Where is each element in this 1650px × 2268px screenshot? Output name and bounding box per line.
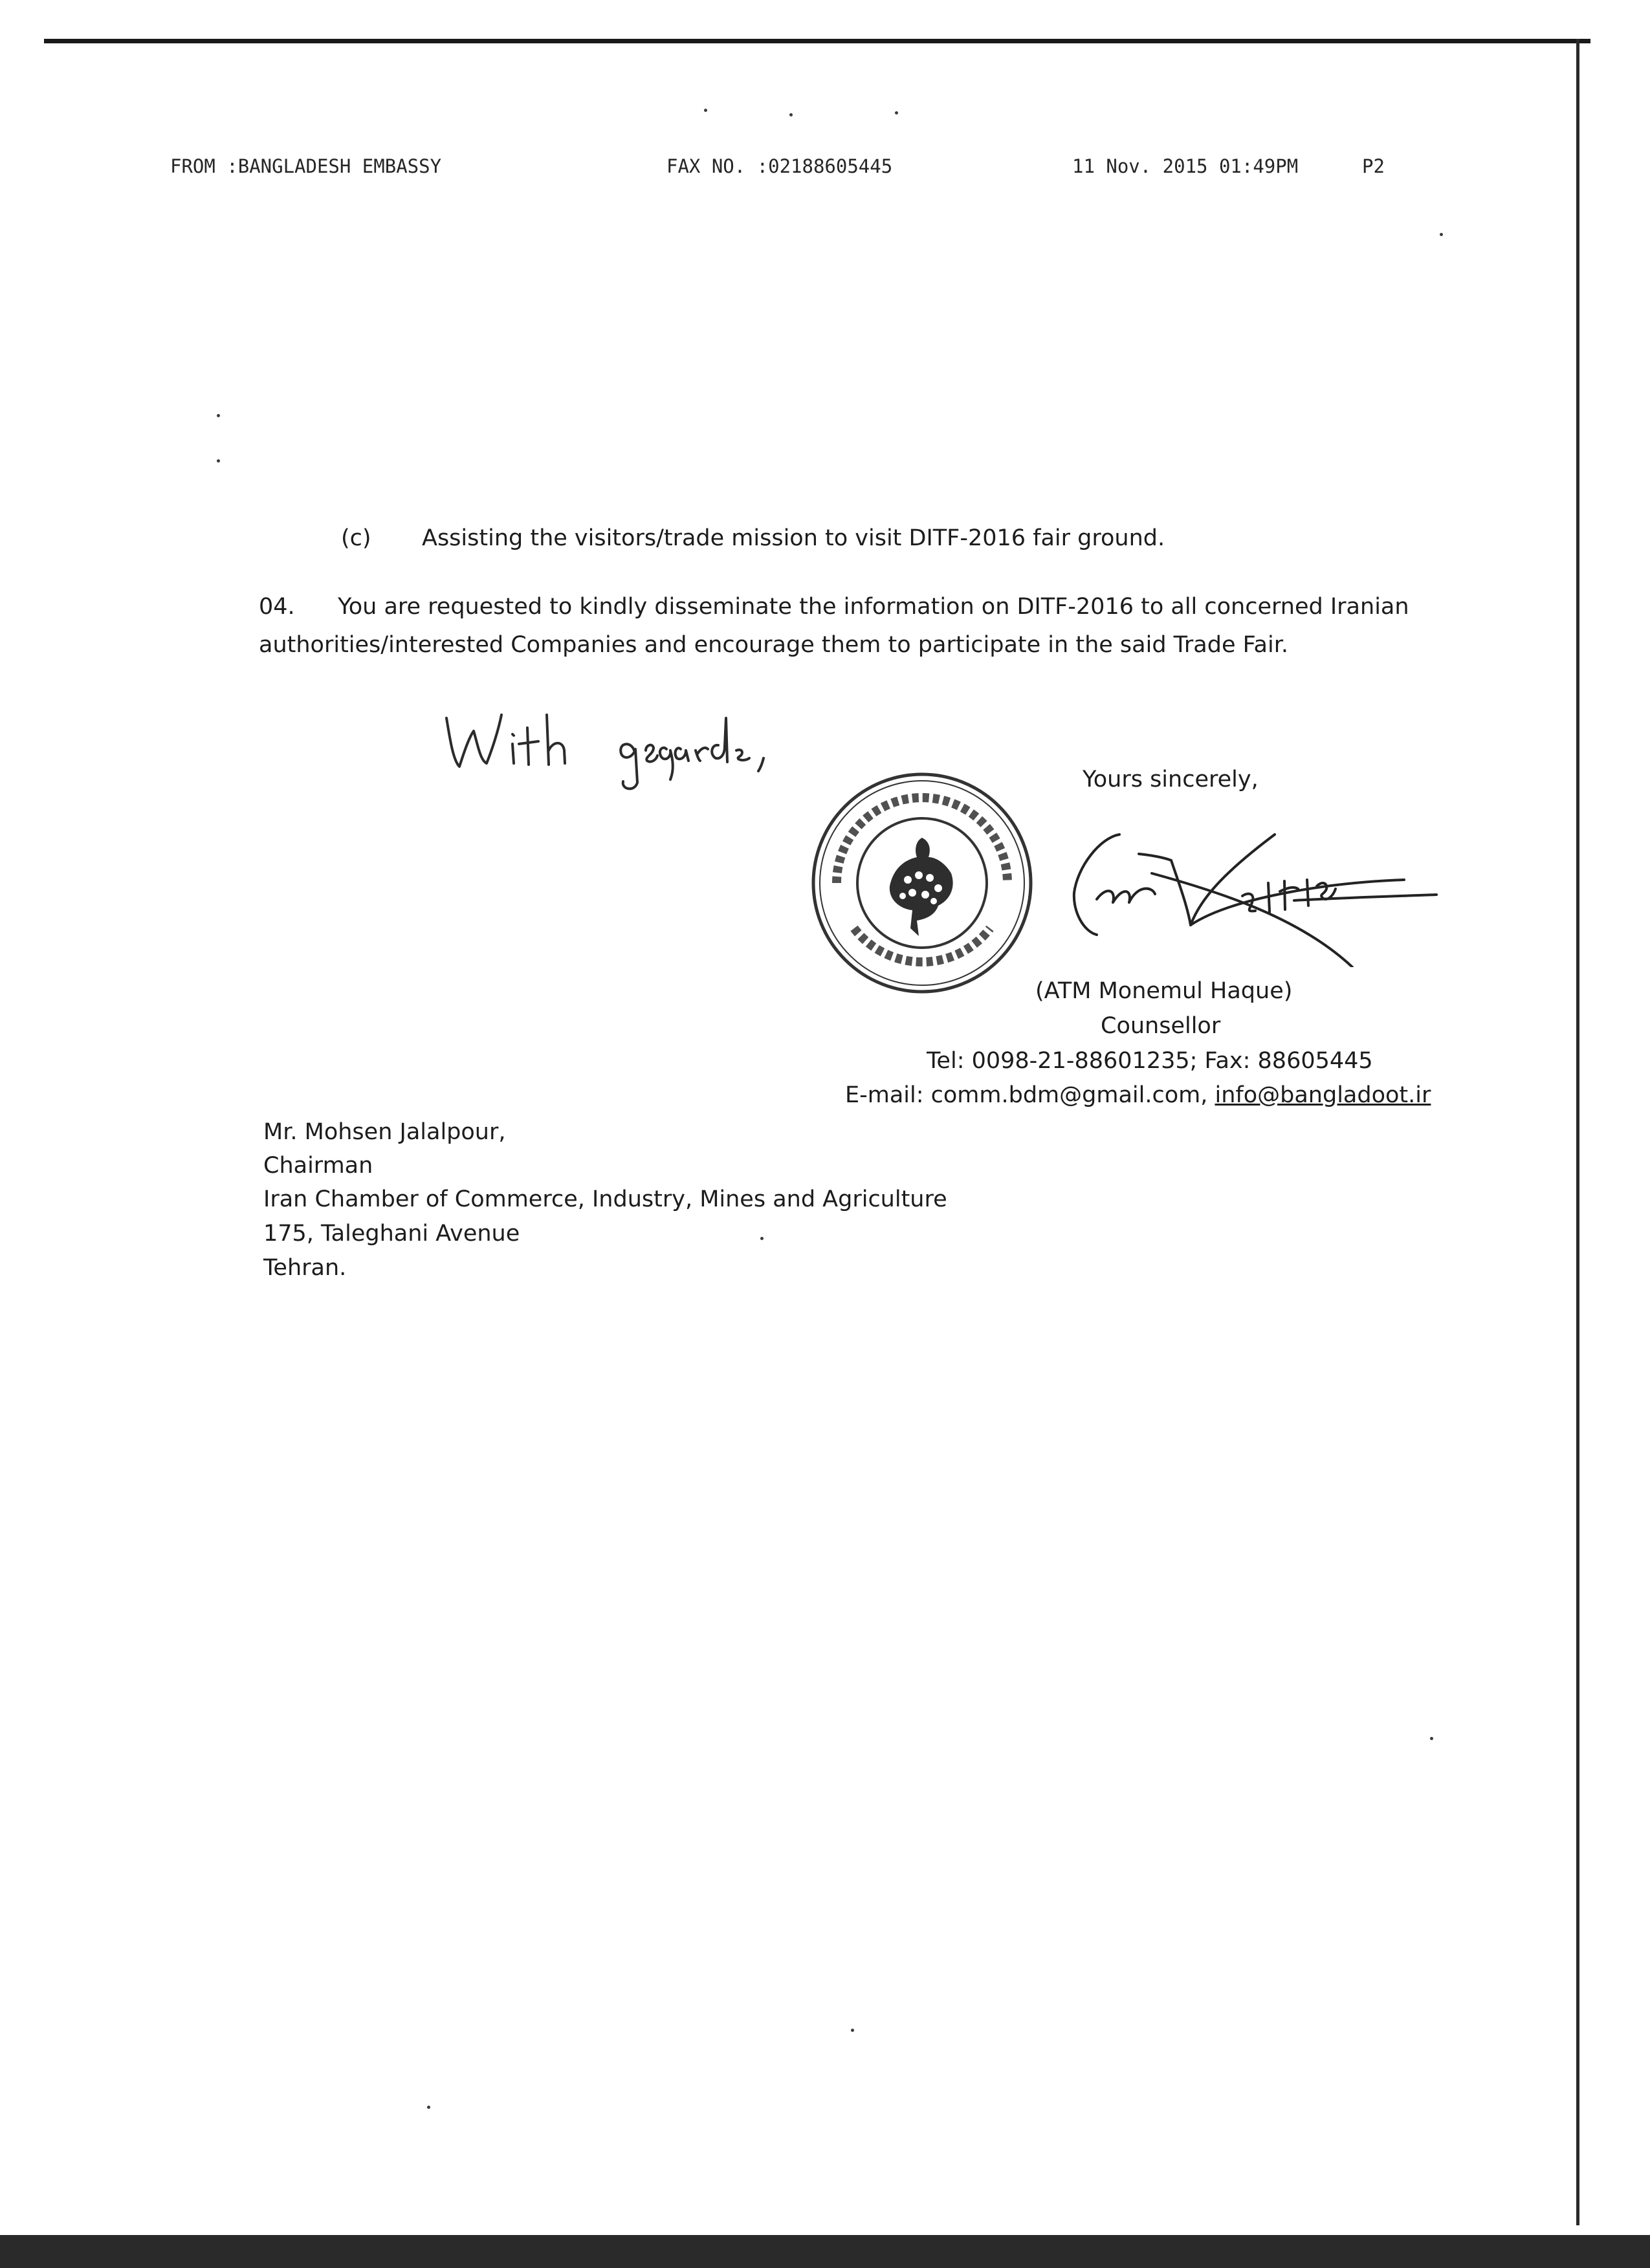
scan-speck [217, 414, 220, 417]
scan-speck [895, 111, 898, 114]
signer-title: Counsellor [1101, 1013, 1221, 1039]
recipient-street: 175, Taleghani Avenue [263, 1221, 520, 1247]
fax-number: FAX NO. :02188605445 [666, 155, 893, 177]
recipient-city: Tehran. [263, 1255, 347, 1281]
signer-name: (ATM Monemul Haque) [1035, 978, 1293, 1004]
fax-datetime: 11 Nov. 2015 01:49PM [1072, 155, 1299, 177]
recipient-organization: Iran Chamber of Commerce, Industry, Mines and Agriculture [263, 1186, 947, 1212]
signature [1061, 822, 1443, 967]
handwritten-note [440, 699, 802, 796]
fax-page-number: P2 [1362, 155, 1385, 177]
scan-speck [1440, 233, 1443, 236]
paragraph-line-2: authorities/interested Companies and encourage them to participate in the said Trade Fair. [259, 632, 1288, 658]
closing-salutation: Yours sincerely, [1083, 767, 1259, 792]
paragraph-line-1: You are requested to kindly disseminate the information on DITF-2016 to all concerned Iranian [338, 594, 1409, 620]
item-c-marker: (c) [341, 525, 371, 551]
contact-telephone: Tel: 0098-21-88601235; Fax: 88605445 [927, 1048, 1373, 1074]
recipient-name: Mr. Mohsen Jalalpour, [263, 1119, 506, 1145]
contact-email-prefix: E-mail: comm.bdm@gmail.com, [845, 1082, 1215, 1108]
scan-speck [1430, 1737, 1433, 1740]
item-c-text: Assisting the visitors/trade mission to visit DITF-2016 fair ground. [422, 525, 1165, 551]
right-border-line [1576, 39, 1579, 2225]
scan-speck [851, 2029, 854, 2032]
contact-email [845, 1082, 1431, 1108]
scan-speck [789, 113, 793, 116]
scan-speck [704, 109, 707, 112]
embassy-seal [806, 767, 1039, 999]
contact-email-link[interactable]: info@bangladoot.ir [1215, 1082, 1431, 1108]
bottom-scan-band [0, 2235, 1650, 2268]
paragraph-number: 04. [259, 594, 295, 620]
top-border-line [44, 39, 1590, 43]
scan-speck [760, 1237, 764, 1240]
scan-speck [427, 2106, 430, 2109]
scan-speck [217, 459, 220, 463]
fax-from: FROM :BANGLADESH EMBASSY [170, 155, 442, 177]
recipient-title: Chairman [263, 1153, 373, 1179]
